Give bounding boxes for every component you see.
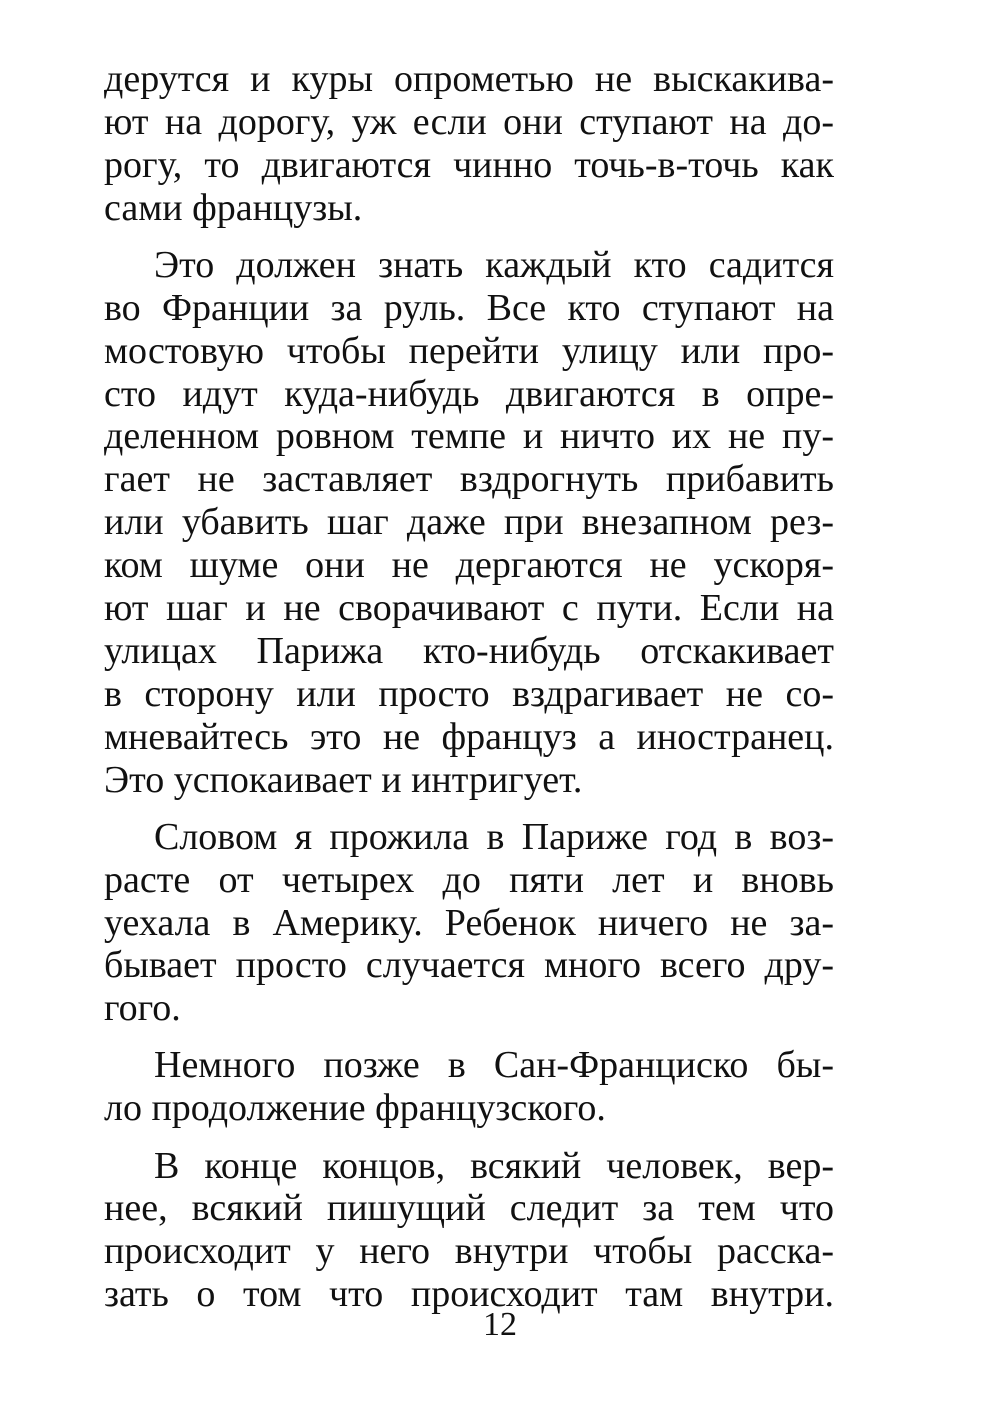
text-line: уехала в Америку. Ребенок ничего не за- — [104, 901, 834, 944]
text-line: в сторону или просто вздрагивает не со- — [104, 672, 834, 715]
text-line: во Франции за руль. Все кто ступают на — [104, 286, 834, 329]
text-line: мневайтесь это не француз а иностранец. — [104, 715, 834, 758]
text-line: мостовую чтобы перейти улицу или про- — [104, 329, 834, 372]
text-line: гого. — [104, 987, 181, 1030]
text-line: зать о том что происходит там внутри. — [104, 1273, 834, 1316]
text-line: гает не заставляет вздрогнуть прибавить — [104, 458, 834, 501]
text-line: ло продолжение французского. — [104, 1087, 606, 1130]
paragraph-5 — [104, 1145, 834, 1317]
text-line: нее, всякий пишущий следит за тем что — [104, 1187, 834, 1230]
text-line: или убавить шаг даже при внезапном рез- — [104, 501, 834, 544]
paragraph-4 — [104, 1044, 834, 1130]
text-line: сто идут куда-нибудь двигаются в опре- — [104, 372, 834, 415]
text-line: ют шаг и не сворачивают с пути. Если на — [104, 586, 834, 629]
text-line: рогу, то двигаются чинно точь-в-точь как — [104, 143, 834, 186]
text-line: расте от четырех до пяти лет и вновь — [104, 858, 834, 901]
text-line: сами французы. — [104, 186, 363, 229]
text-line: улицах Парижа кто-нибудь отскакивает — [104, 629, 834, 672]
paragraph-2 — [104, 244, 834, 802]
text-line: деленном ровном темпе и ничто их не пу- — [104, 415, 834, 458]
text-line: дерутся и куры опрометью не выскакива- — [104, 58, 834, 100]
text-line: Немного позже в Сан-Франциско бы- — [154, 1044, 834, 1087]
paragraph-1 — [104, 58, 834, 230]
text-line: Словом я прожила в Париже год в воз- — [154, 815, 834, 858]
text-line: ют на дорогу, уж если они ступают на до- — [104, 100, 834, 143]
page-text — [104, 58, 834, 1330]
text-line: В конце концов, всякий человек, вер- — [154, 1144, 834, 1187]
text-line: Это успокаивает и интригует. — [104, 758, 583, 801]
text-line: Это должен знать каждый кто садится — [154, 243, 834, 286]
text-line: бывает просто случается много всего дру- — [104, 944, 834, 987]
paragraph-3 — [104, 816, 834, 1030]
page-number: 12 — [483, 1306, 517, 1343]
text-line: происходит у него внутри чтобы расска- — [104, 1230, 834, 1273]
text-line: ком шуме они не дергаются не ускоря- — [104, 544, 834, 587]
